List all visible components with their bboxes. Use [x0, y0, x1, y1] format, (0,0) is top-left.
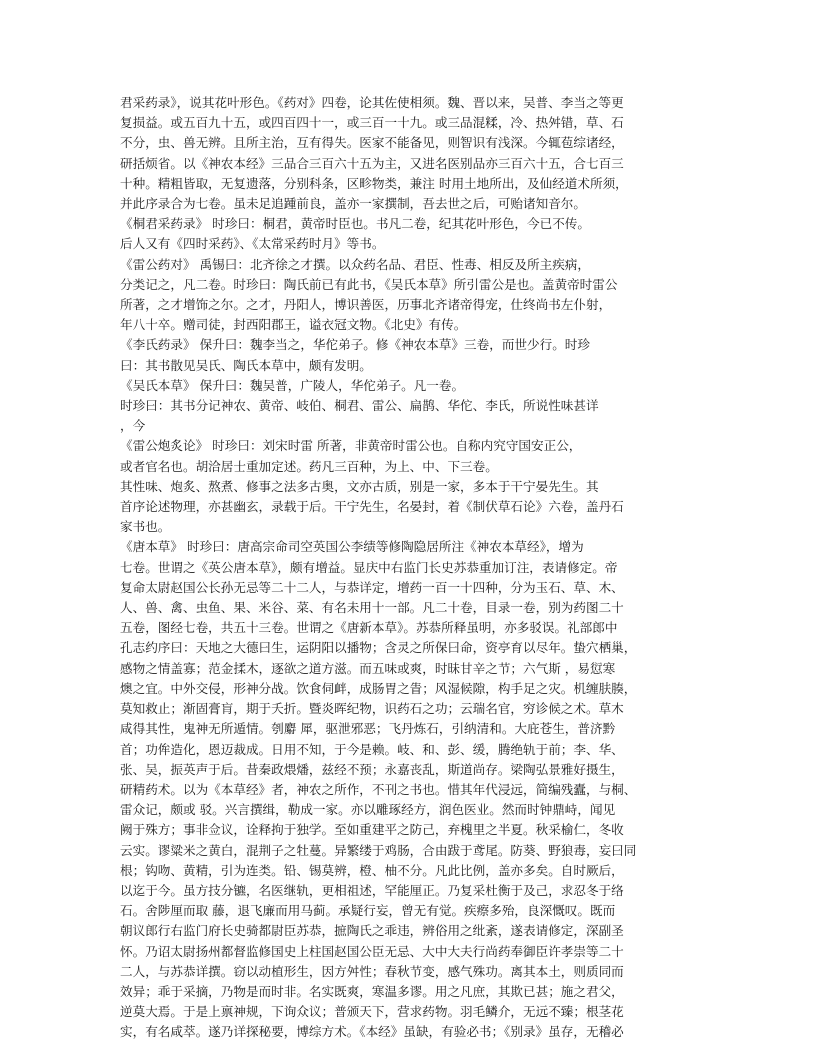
text-line: 研精药术。以为《本草经》者，神农之所作，不刊之书也。惜其年代浸远，简编残蠹，与桐、 [120, 781, 637, 797]
text-line: 并此序录合为七卷。虽未足追踵前良，盖亦一家撰制，吾去世之后，可贻诸知音尔。 [120, 196, 586, 212]
text-line: 燠之宜。中外交侵，形神分战。饮食伺衅，成肠胃之眚；风湿候隙，构手足之灾。机缠肤腠， [120, 680, 637, 696]
text-line: 感物之情盖寡；范金揉木，逐欲之道方滋。而五味或爽，时昧甘辛之节；六气斯 ，易愆寒 [120, 660, 616, 676]
text-line: 曰：其书散见吴氏、陶氏本草中，颇有发明。 [120, 357, 372, 373]
text-line: 《雷公炮炙论》 时珍曰：刘宋时雷 所著，非黄帝时雷公也。自称内究守国安正公， [120, 438, 582, 454]
text-line: 《李氏药录》 保升曰：魏李当之，华佗弟子。修《神农本草》三卷，而世少行。时珍 [120, 337, 590, 353]
text-line: 不分，虫、兽无辨。且所主治，互有得失。医家不能备见，则智识有浅深。今辄苞综诸经， [120, 135, 624, 151]
text-line: 分类记之，凡二卷。时珍曰：陶氏前已有此书，《吴氏本草》所引雷公是也。盖黄帝时雷公 [120, 276, 618, 292]
text-line: 七卷。世谓之《英公唐本草》，颇有增益。显庆中右监门长史苏恭重加订注，表请修定。帝 [120, 559, 618, 575]
text-line: 首序论述物理，亦甚幽玄，录载于后。干宁先生，名晏封，着《制伏草石论》六卷，盖丹石 [120, 499, 624, 515]
text-line: 年八十卒。赠司徒，封西阳郡王，谥衣冠文物。《北史》有传。 [120, 317, 467, 333]
text-line: 效异；乖于采摘，乃物是而时非。名实既爽，寒温多谬。用之凡庶，其欺已甚；施之君父， [120, 983, 624, 999]
text-line: 云实。谬粱米之黄白，混荆子之牡蔓。异繁缕于鸡肠，合由跋于鸢尾。防葵、野狼毒，妄曰同 [120, 842, 637, 858]
text-line: 《吴氏本草》 保升曰：魏吴普，广陵人，华佗弟子。凡一卷。 [120, 377, 465, 393]
text-line: 根；钩吻、黄精，引为连类。铅、锡莫辨，橙、柚不分。凡此比例，盖亦多矣。自时厥后， [120, 862, 624, 878]
text-line: 首；功侔造化，恩迈裁成。日用不知，于今是赖。岐、和、彭、缓，腾绝轨于前；李、华、 [120, 741, 624, 757]
text-line: 家书也。 [120, 519, 171, 535]
text-line: 复损益。或五百九十五，或四百四十一，或三百一十九。或三品混糅，冷、热舛错，草、石 [120, 115, 624, 131]
text-line: 孔志约序曰：天地之大德曰生，运阴阳以播物；含灵之所保曰命，资亭育以尽年。蛰穴栖巢， [120, 640, 637, 656]
text-line: 逆莫大焉。于是上禀神规，下询众议；普颁天下，营求药物。羽毛鳞介，无远不臻；根茎花 [120, 1004, 624, 1020]
text-line: 实，有名咸萃。遂乃详探秘要，博综方术。《本经》虽缺，有验必书；《别录》虽存，无稽必 [120, 1024, 624, 1040]
text-line: 张、吴，振英声于后。昔秦政煨燔，兹经不预；永嘉丧乱，斯道尚存。梁陶弘景雅好摄生， [120, 761, 624, 777]
text-line: 雷众记，颇或 驳。兴言撰缉，勒成一家。亦以雕琢经方，润色医业。然而时钟鼎峙，闻见 [120, 802, 616, 818]
document-page [120, 93, 690, 1043]
text-line: 咸得其性，鬼神无所遁情。刳麝 犀，驱泄邪恶；飞丹炼石，引纳清和。大庇苍生，普济黔 [120, 721, 616, 737]
text-line: 时珍曰：其书分记神农、黄帝、岐伯、桐君、雷公、扁鹊、华佗、李氏，所说性味甚详 [120, 398, 599, 414]
text-line: 人、兽、禽、虫鱼、果、米谷、菜、有名未用十一部。凡二十卷，目录一卷，别为药图二十 [120, 600, 624, 616]
text-line: 《桐君采药录》 时珍曰：桐君，黄帝时臣也。书凡二卷，纪其花叶形色，今已不传。 [120, 216, 590, 232]
text-line: 君采药录》，说其花叶形色。《药对》四卷，论其佐使相须。魏、晋以来，吴普、李当之等更 [120, 95, 624, 110]
text-line: 莫知救止；渐固膏肓，期于夭折。暨炎晖纪物，识药石之功；云瑞名官，穷诊候之术。草木 [120, 701, 624, 717]
text-line: 怀。乃诏太尉扬州都督监修国史上柱国赵国公臣无忌、大中大夫行尚药奉御臣许孝崇等二十 [120, 943, 624, 959]
text-line: 《唐本草》 时珍曰：唐高宗命司空英国公李绩等修陶隐居所注《神农本草经》，增为 [120, 539, 584, 555]
text-line: 或者官名也。胡洽居士重加定述。药凡三百种，为上、中、下三卷。 [120, 458, 498, 474]
document-text-body [120, 93, 690, 1043]
text-line: ，今 [120, 418, 146, 434]
text-line: 复命太尉赵国公长孙无忌等二十二人，与恭详定，增药一百一十四种，分为玉石、草、木、 [120, 579, 624, 595]
text-line: 朝议郎行右监门府长史骑都尉臣苏恭，摭陶氏之乖违，辨俗用之纰紊，遂表请修定，深副圣 [120, 923, 624, 939]
text-line: 十种。精粗皆取，无复遗落，分别科条，区畛物类，兼注 时用土地所出，及仙经道术所须， [120, 175, 628, 191]
text-line: 以迄于今。虽方技分镳，名医继轨，更相祖述，罕能厘正。乃复采杜衡于及己，求忍冬于络 [120, 882, 624, 898]
text-line: 《雷公药对》 禹锡曰：北齐徐之才撰。以众药名品、君臣、性毒、相反及所主疾病， [120, 256, 590, 272]
text-line: 其性味、炮炙、熬煮、修事之法多古奥，文亦古质，别是一家，多本于干宁晏先生。其 [120, 478, 599, 494]
text-line: 后人又有《四时采药》、《太常采药时月》等书。 [120, 236, 385, 252]
text-line: 阙于殊方；事非佥议，诠释拘于独学。至如重建平之防己，弃槐里之半夏。秋采榆仁，冬收 [120, 822, 624, 838]
text-line: 研括烦省。以《神农本经》三品合三百六十五为主，又进名医别品亦三百六十五，合七百三 [120, 155, 624, 171]
text-line: 石。舍陟厘而取 藤，退飞廉而用马蓟。承疑行妄，曾无有觉。疾瘵多殆，良深慨叹。既而 [120, 903, 616, 919]
text-line: 二人，与苏恭详撰。窃以动植形生，因方舛性；春秋节变，感气殊功。离其本土，则质同而 [120, 963, 624, 979]
text-line: 五卷，图经七卷，共五十三卷。世谓之《唐新本草》。苏恭所释虽明，亦多驳误。礼部郎中 [120, 620, 618, 636]
text-line: 所著，之才增饰之尔。之才，丹阳人，博识善医，历事北齐诸帝得宠，仕终尚书左仆射， [120, 297, 612, 313]
